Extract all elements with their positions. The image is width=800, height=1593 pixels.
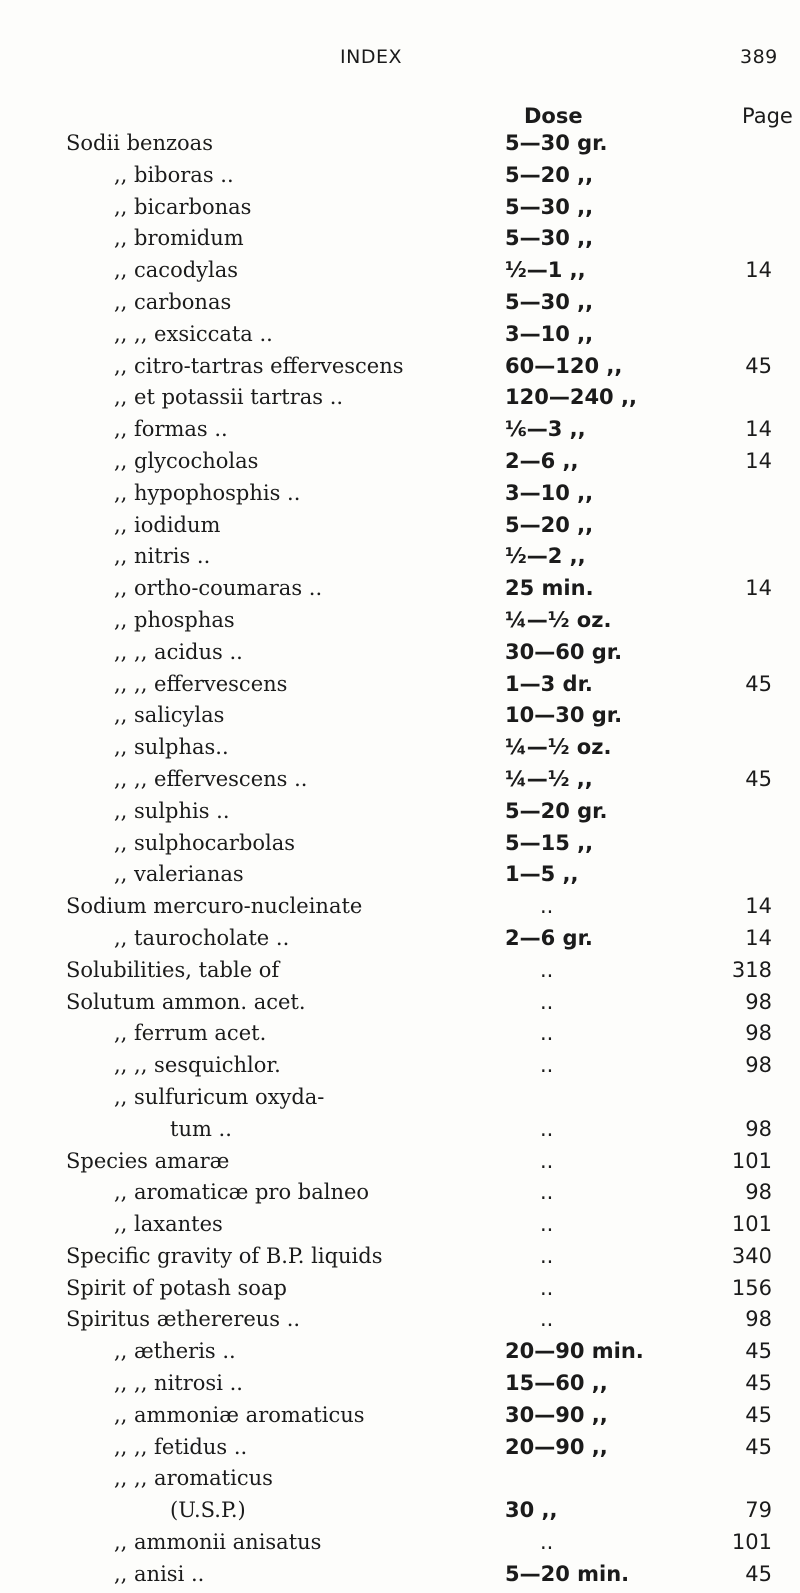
entry-name: Solutum ammon. acet. (66, 989, 306, 1014)
entry-name: ,, sulphas.. (114, 735, 229, 760)
entry-name: ,, ,, exsiccata .. (114, 321, 273, 346)
entry-dose: ¼—½ ,, (505, 766, 593, 791)
entry-name: ,, ammoniæ aromaticus (114, 1402, 365, 1427)
index-entry (0, 1052, 800, 1084)
index-entry (0, 734, 800, 766)
entry-dose: 30—60 gr. (505, 639, 623, 664)
entry-page: 45 (745, 1371, 772, 1396)
entry-dose: 60—120 ,, (505, 353, 623, 378)
index-entry (0, 989, 800, 1021)
index-entry (0, 1275, 800, 1307)
index-entry (0, 1561, 800, 1593)
entry-name: ,, taurocholate .. (114, 925, 290, 950)
entry-page: 45 (745, 1402, 772, 1427)
entry-name: ,, hypophosphis .. (114, 480, 301, 505)
column-headers (0, 104, 800, 128)
entry-dose: ⅙—3 ,, (505, 417, 586, 442)
entry-name: ,, biboras .. (114, 162, 234, 187)
entry-page: 45 (745, 1561, 772, 1586)
entry-dose: 2—6 gr. (505, 925, 593, 950)
index-entry (0, 1402, 800, 1434)
entry-name: ,, carbonas (114, 289, 232, 314)
entry-dose: 20—90 min. (505, 1339, 644, 1364)
index-entry (0, 1306, 800, 1338)
index-entry (0, 639, 800, 671)
entry-dose: 1—5 ,, (505, 862, 579, 887)
entry-dose: ½—1 ,, (505, 258, 586, 283)
entry-name: ,, ,, fetidus .. (114, 1434, 248, 1459)
entry-dose: 2—6 ,, (505, 448, 579, 473)
entry-dose: 5—20 min. (505, 1561, 630, 1586)
index-entry (0, 448, 800, 480)
entry-page: 101 (731, 1530, 772, 1555)
index-entry (0, 225, 800, 257)
index-entry (0, 543, 800, 575)
index-entry (0, 384, 800, 416)
index-entry (0, 1497, 800, 1529)
index-entry (0, 1116, 800, 1148)
entry-name: ,, aromaticæ pro balneo (114, 1180, 370, 1205)
entry-dose: 30 ,, (505, 1498, 558, 1523)
entry-page: 14 (745, 448, 772, 473)
entry-name: ,, sulphis .. (114, 798, 230, 823)
index-entry (0, 798, 800, 830)
entry-page: 45 (745, 1339, 772, 1364)
entry-page: 79 (745, 1498, 772, 1523)
index-entry (0, 353, 800, 385)
index-entry (0, 766, 800, 798)
entry-dose: ¼—½ oz. (505, 607, 612, 632)
entry-page: 340 (731, 1243, 772, 1268)
index-entry (0, 1179, 800, 1211)
index-entry (0, 925, 800, 957)
entry-page: 45 (745, 353, 772, 378)
entry-page: 14 (745, 925, 772, 950)
entry-page: 98 (745, 1116, 772, 1141)
entry-name: ,, glycocholas (114, 448, 259, 473)
index-entries (0, 130, 800, 1593)
entry-name: ,, phosphas (114, 607, 235, 632)
entry-name: ,, ,, sesquichlor. (114, 1053, 281, 1078)
entry-name: ,, iodidum (114, 512, 221, 537)
entry-name: ,, ,, effervescens (114, 671, 288, 696)
entry-page: 98 (745, 1053, 772, 1078)
entry-page: 14 (745, 576, 772, 601)
entry-name: ,, sulfuricum oxyda- (114, 1084, 325, 1109)
index-entry (0, 957, 800, 989)
entry-dose: 10—30 gr. (505, 703, 623, 728)
entry-dose: 5—30 ,, (505, 226, 594, 251)
index-entry (0, 1211, 800, 1243)
entry-dose: .. (540, 989, 554, 1014)
entry-name: (U.S.P.) (170, 1498, 246, 1523)
entry-name: Spiritus ætherereus .. (66, 1307, 301, 1332)
entry-dose: 120—240 ,, (505, 385, 637, 410)
index-entry (0, 861, 800, 893)
entry-name: ,, ,, nitrosi .. (114, 1371, 243, 1396)
entry-name: ,, bicarbonas (114, 194, 252, 219)
index-entry (0, 1529, 800, 1561)
entry-dose: ½—2 ,, (505, 544, 586, 569)
entry-name: ,, anisi .. (114, 1561, 205, 1586)
entry-name: ,, cacodylas (114, 258, 239, 283)
entry-dose: .. (540, 1116, 554, 1141)
entry-name: ,, et potassii tartras .. (114, 385, 344, 410)
index-entry (0, 830, 800, 862)
entry-page: 101 (731, 1148, 772, 1173)
index-entry (0, 512, 800, 544)
entry-name: tum .. (170, 1116, 232, 1141)
index-entry (0, 321, 800, 353)
index-entry (0, 130, 800, 162)
entry-page: 318 (731, 957, 772, 982)
index-entry (0, 162, 800, 194)
entry-dose: 25 min. (505, 576, 594, 601)
index-entry (0, 1084, 800, 1116)
entry-dose: .. (540, 1243, 554, 1268)
entry-dose: 5—15 ,, (505, 830, 594, 855)
index-entry (0, 289, 800, 321)
index-entry (0, 257, 800, 289)
index-entry (0, 1465, 800, 1497)
entry-name: ,, ferrum acet. (114, 1021, 267, 1046)
entry-dose: .. (540, 1530, 554, 1555)
entry-dose: 5—30 ,, (505, 289, 594, 314)
entry-page: 156 (731, 1275, 772, 1300)
entry-name: ,, citro-tartras effervescens (114, 353, 404, 378)
entry-dose: .. (540, 1212, 554, 1237)
entry-name: ,, valerianas (114, 862, 244, 887)
dose-column-header: Dose (524, 104, 583, 128)
entry-page: 14 (745, 417, 772, 442)
index-entry (0, 1370, 800, 1402)
entry-name: Sodii benzoas (66, 131, 213, 155)
entry-name: ,, laxantes (114, 1212, 223, 1237)
index-entry (0, 480, 800, 512)
entry-name: ,, sulphocarbolas (114, 830, 296, 855)
entry-page: 101 (731, 1212, 772, 1237)
entry-page: 98 (745, 1180, 772, 1205)
index-entry (0, 416, 800, 448)
entry-dose: 5—30 gr. (505, 131, 608, 155)
entry-name: ,, bromidum (114, 226, 244, 251)
running-head-title: INDEX (340, 46, 402, 68)
entry-page: 45 (745, 671, 772, 696)
entry-dose: .. (540, 1148, 554, 1173)
entry-name: Solubilities, table of (66, 957, 280, 982)
running-head-page-number: 389 (740, 46, 778, 68)
entry-dose: 5—20 gr. (505, 798, 608, 823)
entry-name: Specific gravity of B.P. liquids (66, 1243, 383, 1268)
entry-dose: 30—90 ,, (505, 1402, 608, 1427)
entry-name: Species amaræ (66, 1148, 230, 1173)
entry-dose: 5—20 ,, (505, 512, 594, 537)
entry-name: ,, formas .. (114, 417, 228, 442)
entry-dose: .. (540, 1307, 554, 1332)
entry-page: 98 (745, 989, 772, 1014)
entry-name: Sodium mercuro-nucleinate (66, 894, 363, 919)
index-entry (0, 1020, 800, 1052)
index-entry (0, 1148, 800, 1180)
entry-page: 14 (745, 894, 772, 919)
index-entry (0, 671, 800, 703)
entry-name: ,, nitris .. (114, 544, 211, 569)
entry-dose: .. (540, 894, 554, 919)
entry-name: Spirit of potash soap (66, 1275, 287, 1300)
entry-name: ,, ortho-coumaras .. (114, 576, 323, 601)
entry-name: ,, ætheris .. (114, 1339, 236, 1364)
page-column-header: Page (742, 104, 793, 128)
index-entry (0, 1243, 800, 1275)
index-entry (0, 702, 800, 734)
index-entry (0, 575, 800, 607)
entry-dose: 1—3 dr. (505, 671, 593, 696)
index-entry (0, 1434, 800, 1466)
entry-dose: 3—10 ,, (505, 480, 594, 505)
entry-page: 45 (745, 766, 772, 791)
index-entry (0, 1338, 800, 1370)
index-entry (0, 194, 800, 226)
entry-page: 45 (745, 1434, 772, 1459)
entry-page: 98 (745, 1021, 772, 1046)
index-entry (0, 893, 800, 925)
entry-dose: 15—60 ,, (505, 1371, 608, 1396)
entry-page: 98 (745, 1307, 772, 1332)
entry-dose: .. (540, 1053, 554, 1078)
entry-name: ,, ,, acidus .. (114, 639, 243, 664)
entry-dose: ¼—½ oz. (505, 735, 612, 760)
entry-dose: 5—30 ,, (505, 194, 594, 219)
entry-name: ,, salicylas (114, 703, 225, 728)
entry-dose: .. (540, 957, 554, 982)
entry-dose: 20—90 ,, (505, 1434, 608, 1459)
index-entry (0, 607, 800, 639)
entry-name: ,, ,, effervescens .. (114, 766, 308, 791)
entry-dose: .. (540, 1180, 554, 1205)
entry-name: ,, ,, aromaticus (114, 1466, 273, 1491)
entry-name: ,, ammonii anisatus (114, 1530, 322, 1555)
entry-dose: 5—20 ,, (505, 162, 594, 187)
entry-dose: .. (540, 1021, 554, 1046)
entry-page: 14 (745, 258, 772, 283)
entry-dose: .. (540, 1275, 554, 1300)
running-head (0, 46, 800, 76)
entry-dose: 3—10 ,, (505, 321, 594, 346)
